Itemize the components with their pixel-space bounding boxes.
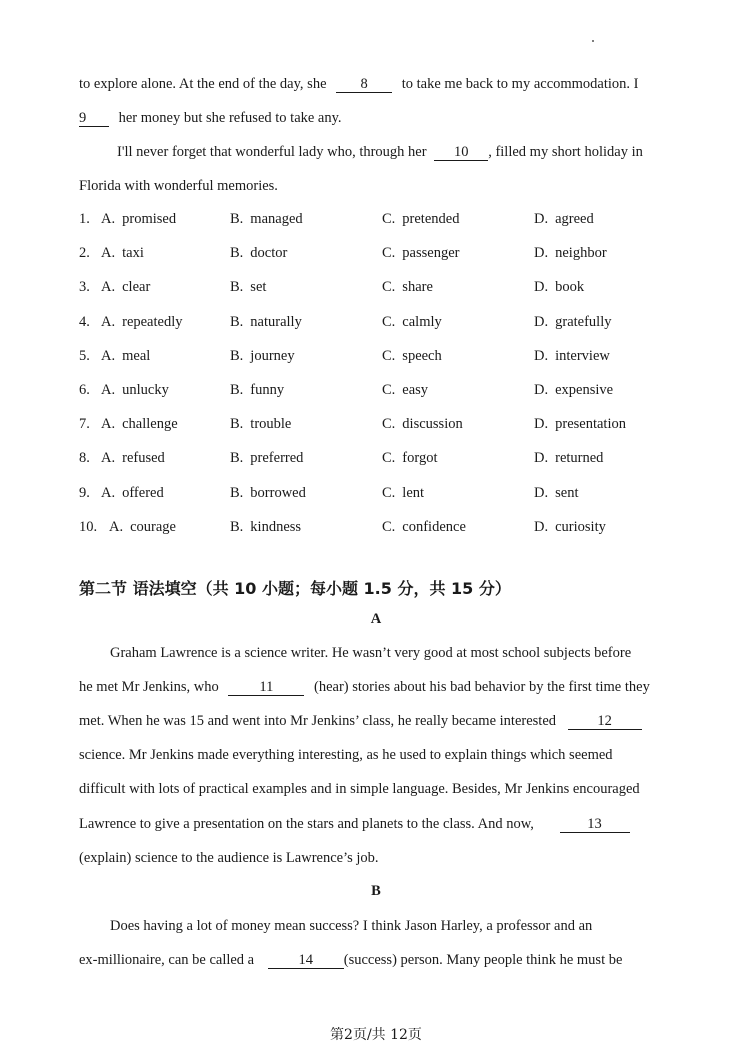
option-letter: D.	[534, 518, 549, 535]
passage-line-1	[79, 75, 639, 93]
option-d	[534, 211, 594, 228]
question-number: 5.	[79, 347, 90, 364]
option-a	[101, 450, 165, 467]
option-letter: D.	[534, 347, 549, 364]
question-number: 7.	[79, 416, 90, 433]
option-letter: D.	[534, 313, 549, 330]
question-number: 1.	[79, 211, 90, 227]
option-a	[101, 416, 178, 433]
option-word: clear	[122, 279, 151, 296]
option-row	[79, 314, 719, 332]
option-d	[534, 450, 603, 467]
option-c	[382, 314, 442, 331]
option-word: meal	[122, 347, 151, 364]
part-a-heading: A	[370, 611, 382, 627]
blank-9: 9	[79, 110, 109, 127]
option-letter: D.	[534, 484, 549, 501]
option-letter: B.	[230, 450, 244, 467]
option-word: refused	[122, 450, 165, 467]
blank-13: 13	[560, 816, 630, 833]
option-row	[79, 348, 719, 366]
option-word: lent	[402, 484, 425, 501]
option-d	[534, 245, 607, 262]
option-d	[534, 416, 626, 433]
option-letter: C.	[382, 245, 396, 262]
option-b	[230, 416, 291, 433]
option-letter: D.	[534, 382, 549, 398]
option-b	[230, 279, 266, 296]
scan-dot	[592, 40, 594, 42]
option-word: set	[250, 279, 267, 296]
option-word: naturally	[250, 313, 302, 330]
option-c	[382, 416, 463, 433]
option-letter: A.	[109, 518, 124, 535]
question-number: 10.	[79, 518, 98, 535]
option-word: doctor	[250, 245, 288, 262]
blank-8: 8	[336, 76, 392, 93]
option-a	[109, 519, 176, 536]
option-c	[382, 245, 459, 262]
option-b	[230, 314, 302, 331]
option-row	[79, 245, 719, 263]
option-b	[230, 450, 303, 467]
passage-line-2	[79, 109, 342, 127]
passage-line-3	[117, 143, 643, 161]
text: (success) person. Many people think he must be	[343, 952, 623, 968]
text: to explore alone. At the end of the day, she	[79, 76, 327, 92]
option-d	[534, 314, 611, 331]
part-a-line-2	[79, 678, 650, 696]
option-word: offered	[122, 484, 164, 501]
text: met. When he was 15 and went into Mr Jenkins’ class, he really became interested	[79, 713, 557, 729]
option-word: preferred	[250, 450, 304, 467]
option-word: challenge	[122, 416, 178, 433]
option-letter: C.	[382, 518, 396, 535]
option-word: agreed	[555, 211, 594, 227]
blank-14: 14	[268, 952, 344, 969]
option-row	[79, 382, 719, 400]
option-d	[534, 485, 578, 502]
option-word: funny	[250, 382, 285, 398]
option-letter: D.	[534, 211, 549, 227]
option-letter: A.	[101, 279, 116, 296]
part-a-line-5: difficult with lots of practical examples and in simple language. Besides, Mr Jenkins encouraged	[79, 781, 640, 797]
option-letter: C.	[382, 279, 396, 296]
option-a	[101, 348, 150, 365]
option-b	[230, 211, 303, 228]
option-b	[230, 382, 284, 399]
option-a	[101, 314, 183, 331]
option-d	[534, 279, 584, 296]
part-a-line-6	[79, 815, 630, 833]
option-word: promised	[122, 211, 177, 227]
option-word: share	[402, 279, 433, 296]
option-letter: C.	[382, 416, 396, 433]
question-number: 6.	[79, 382, 90, 398]
option-b	[230, 485, 306, 502]
option-row	[79, 519, 719, 537]
option-word: sent	[555, 484, 579, 501]
option-word: courage	[130, 518, 176, 535]
option-word: discussion	[402, 416, 463, 433]
option-letter: C.	[382, 484, 396, 501]
option-word: expensive	[555, 382, 614, 398]
option-row	[79, 450, 719, 468]
passage-line-4: Florida with wonderful memories.	[79, 178, 278, 194]
option-word: curiosity	[555, 518, 606, 535]
text: to take me back to my accommodation. I	[401, 76, 639, 92]
part-a-line-7: (explain) science to the audience is Lawrence’s job.	[79, 850, 379, 866]
option-row	[79, 279, 719, 297]
option-word: unlucky	[122, 382, 169, 398]
option-word: journey	[250, 347, 295, 364]
option-word: trouble	[250, 416, 292, 433]
question-number: 4.	[79, 313, 90, 330]
option-letter: A.	[101, 347, 116, 364]
option-letter: B.	[230, 416, 244, 433]
option-a	[101, 485, 164, 502]
option-b	[230, 519, 301, 536]
option-letter: A.	[101, 313, 116, 330]
question-number: 9.	[79, 484, 90, 501]
option-word: borrowed	[250, 484, 306, 501]
option-letter: B.	[230, 347, 244, 364]
text: , filled my short holiday in	[488, 144, 643, 160]
question-number: 8.	[79, 450, 90, 467]
text: her money but she refused to take any.	[118, 110, 342, 126]
part-a-line-1: Graham Lawrence is a science writer. He wasn’t very good at most school subjects before	[110, 645, 632, 661]
option-row	[79, 485, 719, 503]
option-letter: D.	[534, 450, 549, 467]
option-letter: C.	[382, 211, 396, 227]
option-word: book	[555, 279, 585, 296]
option-word: managed	[250, 211, 303, 227]
option-c	[382, 382, 428, 399]
option-word: presentation	[555, 416, 626, 433]
option-b	[230, 348, 295, 365]
option-c	[382, 211, 459, 228]
section-title: 第二节 语法填空（共 10 小题；每小题 1.5 分，共 15 分）	[79, 579, 511, 598]
part-a-line-3	[79, 712, 642, 730]
option-a	[101, 245, 144, 262]
option-a	[101, 211, 176, 228]
option-letter: B.	[230, 245, 244, 262]
option-d	[534, 519, 606, 536]
option-c	[382, 519, 466, 536]
option-letter: B.	[230, 382, 244, 398]
option-a	[101, 382, 169, 399]
option-letter: A.	[101, 211, 116, 227]
option-word: easy	[402, 382, 429, 398]
question-number: 3.	[79, 279, 90, 296]
option-letter: B.	[230, 484, 244, 501]
blank-11: 11	[228, 679, 304, 696]
blank-10: 10	[434, 144, 488, 161]
option-word: taxi	[122, 245, 144, 262]
option-d	[534, 382, 613, 399]
option-row	[79, 211, 719, 229]
option-a	[101, 279, 150, 296]
option-letter: A.	[101, 450, 116, 467]
option-letter: D.	[534, 245, 549, 262]
option-word: repeatedly	[122, 313, 183, 330]
option-letter: B.	[230, 518, 244, 535]
option-word: speech	[402, 347, 442, 364]
part-b-heading: B	[371, 883, 381, 899]
option-word: confidence	[402, 518, 466, 535]
option-letter: A.	[101, 245, 116, 262]
part-a-line-4: science. Mr Jenkins made everything interesting, as he used to explain things which seemed	[79, 747, 613, 763]
text: Lawrence to give a presentation on the stars and planets to the class. And now,	[79, 816, 534, 832]
option-word: passenger	[402, 245, 460, 262]
option-word: calmly	[402, 313, 442, 330]
option-letter: C.	[382, 382, 396, 398]
option-d	[534, 348, 610, 365]
question-number: 2.	[79, 245, 90, 262]
text: (hear) stories about his bad behavior by the first time they	[314, 679, 650, 695]
option-c	[382, 450, 437, 467]
option-c	[382, 348, 442, 365]
option-letter: C.	[382, 450, 396, 467]
option-word: gratefully	[555, 313, 612, 330]
option-letter: B.	[230, 279, 244, 296]
text: I'll never forget that wonderful lady who, through her	[117, 144, 427, 160]
option-c	[382, 279, 433, 296]
option-b	[230, 245, 287, 262]
option-letter: B.	[230, 313, 244, 330]
part-b-line-2	[79, 951, 622, 969]
option-word: returned	[555, 450, 604, 467]
option-letter: A.	[101, 484, 116, 501]
option-letter: A.	[101, 382, 116, 398]
option-c	[382, 485, 424, 502]
option-letter: C.	[382, 313, 396, 330]
text: he met Mr Jenkins, who	[79, 679, 219, 695]
option-letter: D.	[534, 279, 549, 296]
option-word: neighbor	[555, 245, 607, 262]
option-letter: A.	[101, 416, 116, 433]
option-letter: C.	[382, 347, 396, 364]
text: ex-millionaire, can be called a	[79, 952, 255, 968]
option-row	[79, 416, 719, 434]
option-word: forgot	[402, 450, 438, 467]
option-letter: B.	[230, 211, 244, 227]
option-word: kindness	[250, 518, 302, 535]
option-letter: D.	[534, 416, 549, 433]
option-word: interview	[555, 347, 610, 364]
part-b-line-1: Does having a lot of money mean success? I think Jason Harley, a professor and an	[110, 918, 593, 934]
option-word: pretended	[402, 211, 460, 227]
page-footer: 第2页/共 12页	[330, 1027, 422, 1043]
blank-12: 12	[568, 713, 642, 730]
